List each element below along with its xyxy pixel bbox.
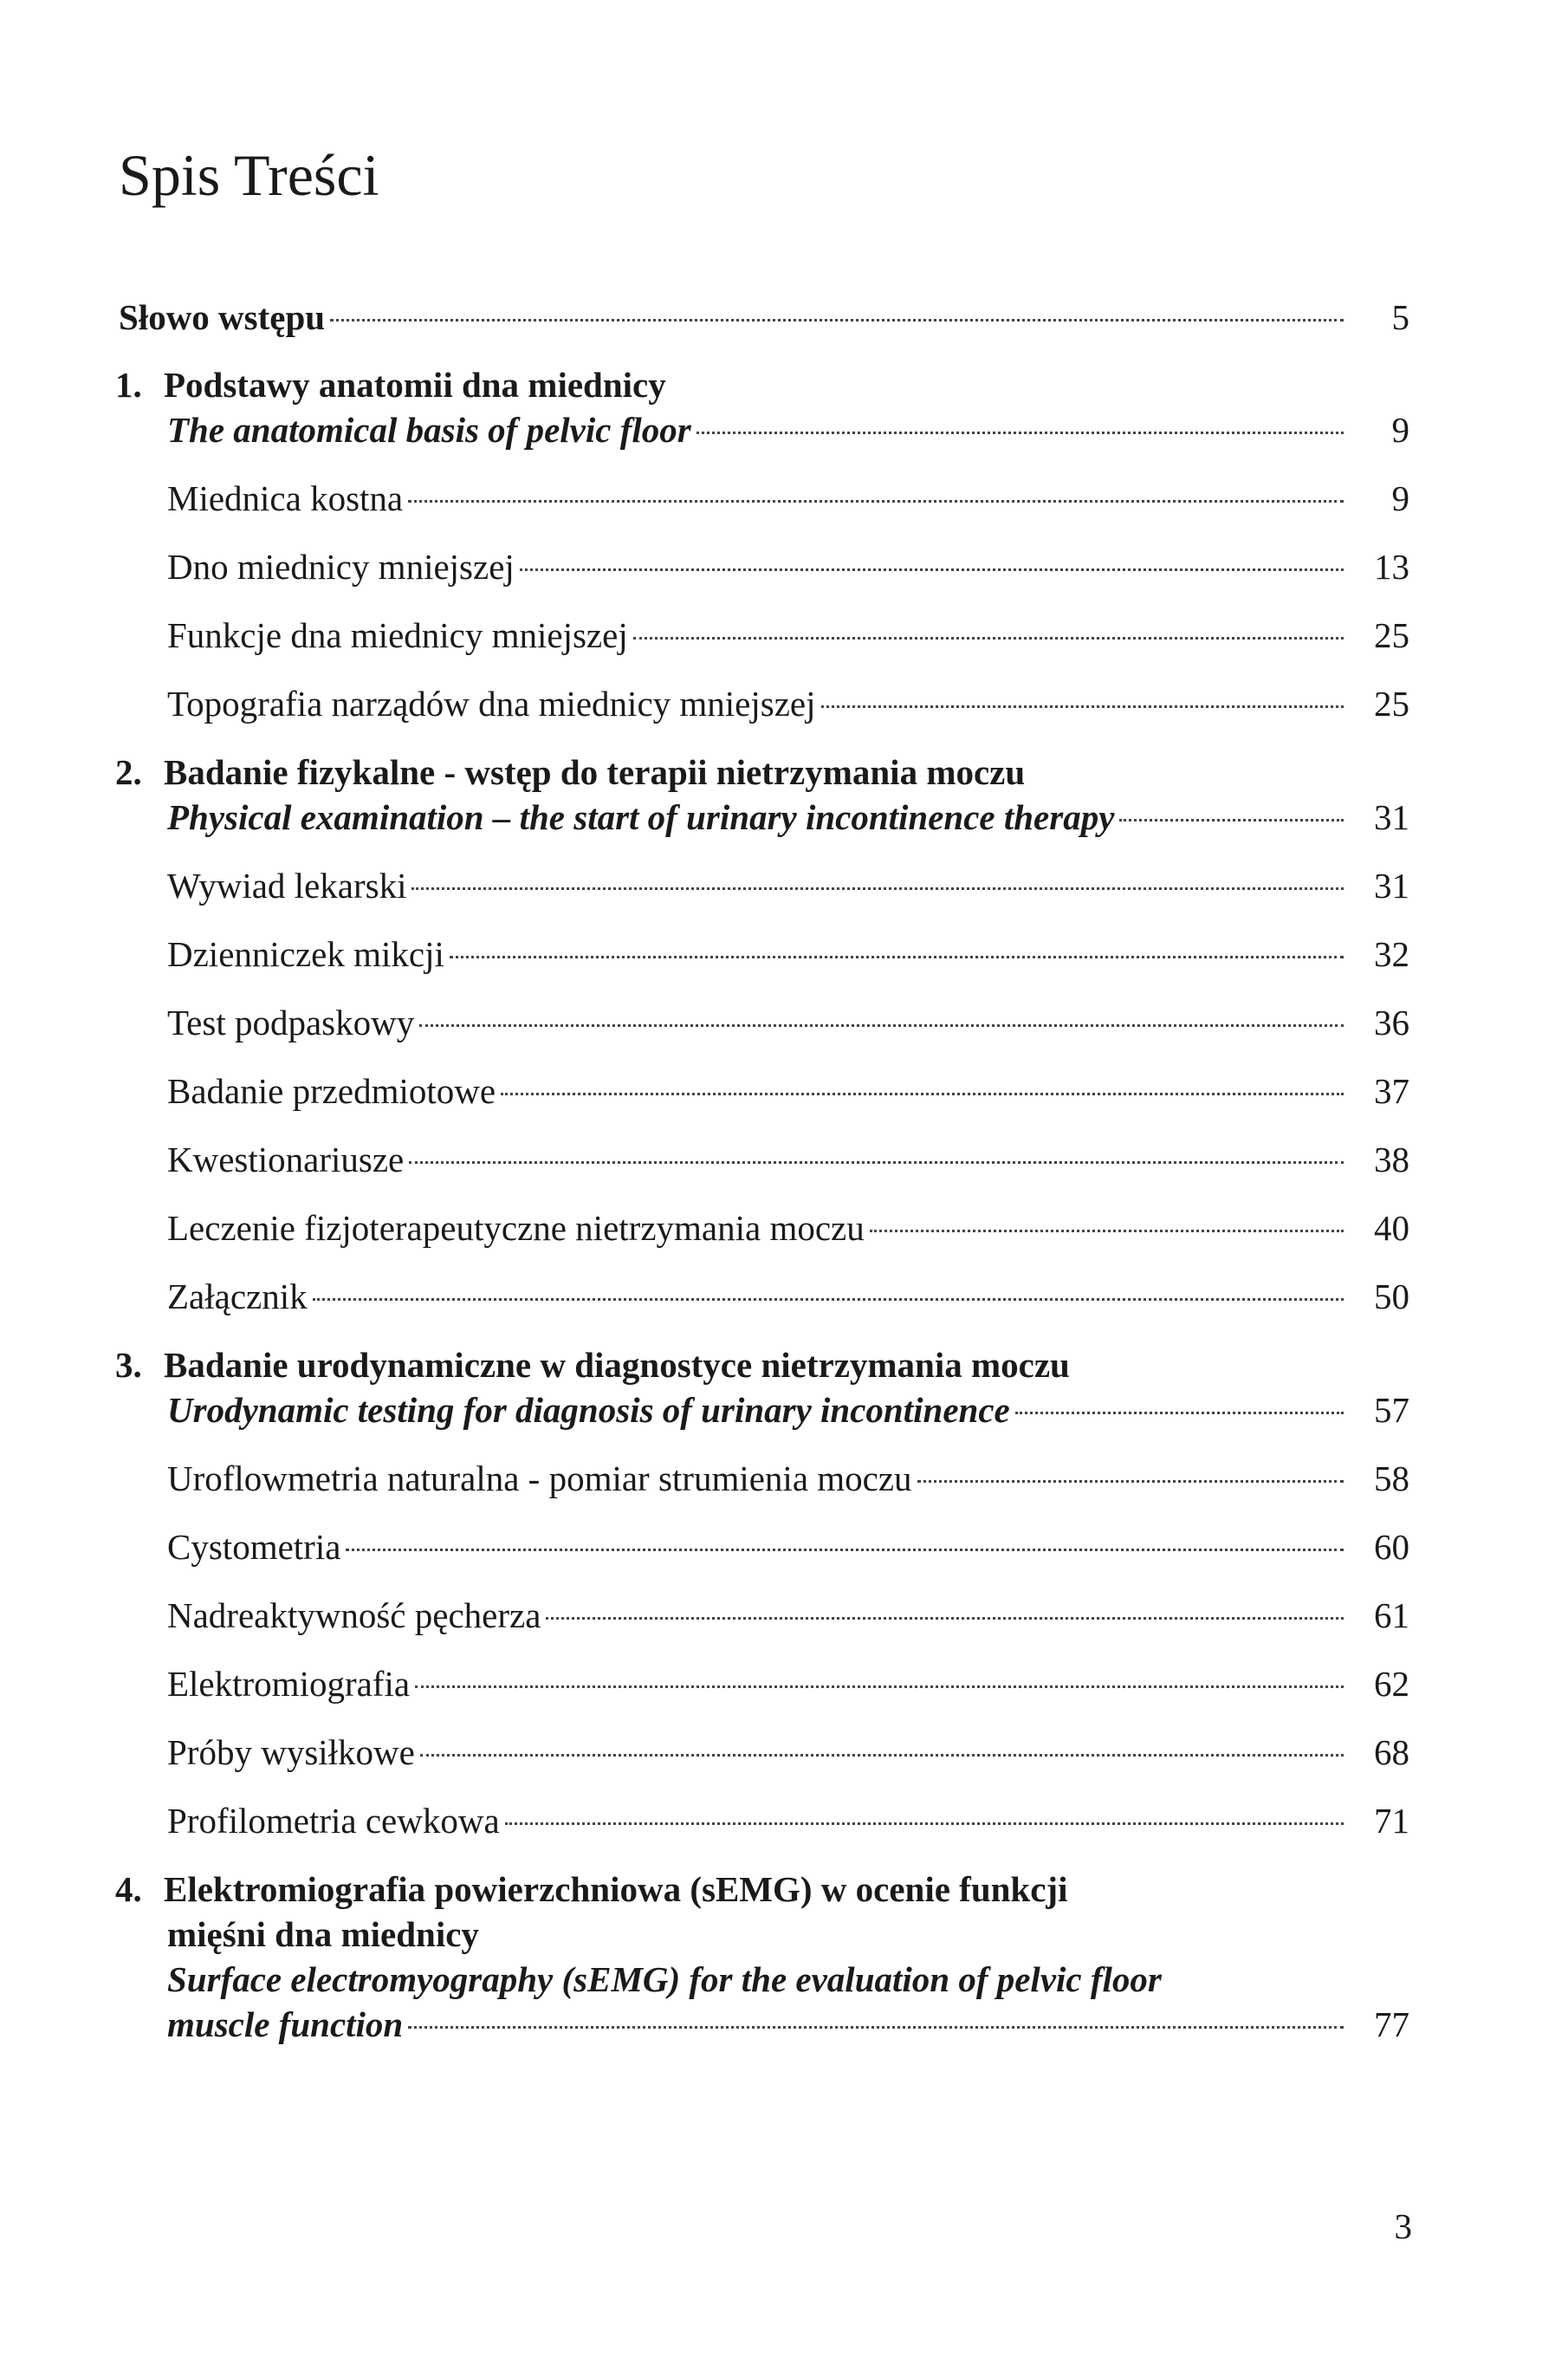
leader-dots: [415, 1685, 1344, 1688]
leader-dots: [917, 1480, 1344, 1483]
entry-page: 77: [1374, 2004, 1409, 2044]
entry-page: 31: [1374, 797, 1409, 837]
entry-label: Załącznik: [167, 1276, 308, 1316]
toc-entry: [119, 1524, 1409, 1569]
entry-label: Słowo wstępu: [119, 297, 326, 337]
toc-entry: [119, 1000, 1409, 1045]
entry-page: 58: [1374, 1458, 1409, 1498]
toc-entry: [119, 613, 1409, 658]
toc-entry: [119, 1661, 1409, 1706]
entry-page: 31: [1374, 866, 1409, 906]
entry-page: 40: [1374, 1208, 1409, 1248]
entry-page: 9: [1391, 410, 1409, 450]
entry-page: 68: [1374, 1732, 1409, 1772]
leader-dots: [520, 568, 1344, 571]
leader-dots: [411, 887, 1344, 890]
toc-entry-foreword: [119, 295, 1409, 340]
entry-page: 57: [1374, 1390, 1409, 1430]
toc-entry: [119, 1274, 1409, 1319]
toc-entry: [119, 681, 1409, 726]
leader-dots: [546, 1617, 1344, 1620]
toc-entry: [119, 1137, 1409, 1182]
chapter-title-en-row: [119, 1387, 1409, 1432]
leader-dots: [697, 432, 1344, 434]
chapter-heading: [115, 1867, 1409, 1912]
leader-dots: [870, 1230, 1344, 1232]
leader-dots: [408, 2026, 1344, 2029]
page-number: 3: [1394, 2206, 1412, 2246]
entry-label: Elektromiografia: [167, 1664, 411, 1704]
chapter-title-en: Surface electromyography (sEMG) for the evaluation of pelvic floor: [167, 1959, 1162, 1999]
entry-page: 50: [1374, 1276, 1409, 1316]
toc-entry: [119, 863, 1409, 908]
entry-label: Wywiad lekarski: [167, 866, 407, 906]
entry-label: Nadreaktywność pęcherza: [167, 1595, 541, 1635]
chapter-title-en-cont-row: [119, 2002, 1409, 2047]
leader-dots: [821, 705, 1344, 708]
leader-dots: [408, 500, 1344, 503]
toc-entry: [119, 544, 1409, 589]
leader-dots: [505, 1822, 1344, 1825]
leader-dots: [1119, 819, 1344, 822]
chapter-heading: [115, 1342, 1409, 1387]
entry-label: Dno miednicy mniejszej: [167, 547, 515, 587]
entry-label: Kwestionariusze: [167, 1140, 405, 1179]
chapter-title-en: Urodynamic testing for diagnosis of urinary incontinence: [167, 1390, 1010, 1430]
toc-entry: [119, 1593, 1409, 1638]
leader-dots: [409, 1161, 1344, 1164]
leader-dots: [420, 1754, 1344, 1757]
entry-label: Profilometria cewkowa: [167, 1801, 500, 1841]
entry-label: Funkcje dna miednicy mniejszej: [167, 615, 628, 655]
table-of-contents: [115, 295, 1409, 2047]
toc-entry: [119, 1068, 1409, 1114]
entry-page: 36: [1374, 1003, 1409, 1042]
chapter-heading: [115, 362, 1409, 407]
entry-page: 60: [1374, 1527, 1409, 1567]
chapter-title-pl: Badanie fizykalne - wstęp do terapii nietrzymania moczu: [164, 752, 1026, 792]
entry-label: Test podpaskowy: [167, 1003, 415, 1042]
entry-label: Dzienniczek mikcji: [167, 934, 444, 974]
leader-dots: [313, 1298, 1344, 1301]
entry-page: 25: [1374, 684, 1409, 724]
entry-page: 38: [1374, 1140, 1409, 1179]
chapter-title-pl: Elektromiografia powierzchniowa (sEMG) w ocenie funkcji: [164, 1869, 1068, 1909]
toc-entry: [119, 1456, 1409, 1501]
entry-label: Topografia narządów dna miednicy mniejszej: [167, 684, 816, 724]
entry-page: 32: [1374, 934, 1409, 974]
chapter-number: 2.: [115, 752, 142, 792]
leader-dots: [501, 1093, 1344, 1095]
chapter-title-en: Physical examination – the start of urinary incontinence therapy: [167, 797, 1115, 837]
entry-page: 37: [1374, 1071, 1409, 1111]
chapter-title-en-cont: muscle function: [167, 2004, 404, 2044]
toc-entry: [119, 932, 1409, 977]
chapter-number: 4.: [115, 1869, 142, 1909]
entry-label: Cystometria: [167, 1527, 341, 1567]
entry-label: Uroflowmetria naturalna - pomiar strumienia moczu: [167, 1458, 912, 1498]
entry-page: 5: [1391, 297, 1409, 337]
chapter-heading: [115, 750, 1409, 795]
entry-label: Badanie przedmiotowe: [167, 1071, 496, 1111]
leader-dots: [450, 956, 1344, 958]
entry-page: 61: [1374, 1595, 1409, 1635]
toc-entry: [119, 1798, 1409, 1843]
chapter-title-en-row: [119, 407, 1409, 452]
leader-dots: [330, 319, 1344, 321]
toc-entry: [119, 1205, 1409, 1250]
chapter-title-en-row: [119, 795, 1409, 840]
entry-page: 13: [1374, 547, 1409, 587]
leader-dots: [1015, 1412, 1344, 1414]
leader-dots: [633, 637, 1344, 640]
chapter-title-pl-cont-row: [119, 1912, 1409, 1957]
entry-label: Leczenie fizjoterapeutyczne nietrzymania moczu: [167, 1208, 865, 1248]
chapter-title-en: The anatomical basis of pelvic floor: [167, 410, 691, 450]
entry-page: 62: [1374, 1664, 1409, 1704]
leader-dots: [346, 1549, 1344, 1551]
entry-page: 71: [1374, 1801, 1409, 1841]
leader-dots: [419, 1024, 1344, 1027]
entry-label: Miednica kostna: [167, 478, 404, 518]
entry-label: Próby wysiłkowe: [167, 1732, 415, 1772]
toc-entry: [119, 1730, 1409, 1775]
chapter-title-pl-cont: mięśni dna miednicy: [167, 1914, 479, 1954]
chapter-title-pl: Badanie urodynamiczne w diagnostyce nietrzymania moczu: [164, 1345, 1070, 1385]
chapter-title-pl: Podstawy anatomii dna miednicy: [164, 365, 666, 405]
toc-entry: [119, 476, 1409, 521]
page-title: Spis Treści: [119, 142, 379, 208]
chapter-number: 1.: [115, 365, 142, 405]
entry-page: 9: [1391, 478, 1409, 518]
chapter-number: 3.: [115, 1345, 142, 1385]
chapter-title-en-row: [119, 1957, 1409, 2002]
entry-page: 25: [1374, 615, 1409, 655]
